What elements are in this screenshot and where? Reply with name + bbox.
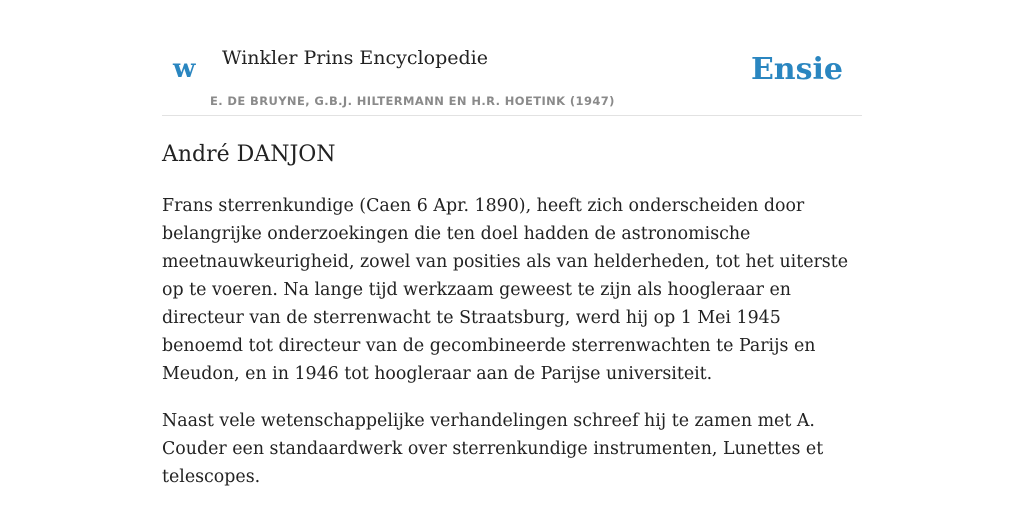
encyclopedia-header	[162, 0, 862, 116]
encyclopedia-title[interactable]: Winkler Prins Encyclopedie	[222, 47, 488, 69]
ensie-logo-link[interactable]: Ensie	[750, 52, 843, 87]
winkler-prins-logo-icon[interactable]: w	[173, 54, 196, 84]
article-paragraph-2: Naast vele wetenschappelijke verhandelingen schreef hij te zamen met A. Couder een standaardwerk over sterrenkundige instrumenten, Lunettes et telescopes.	[162, 411, 824, 487]
encyclopedia-authors: E. DE BRUYNE, G.B.J. HILTERMANN EN H.R. HOETINK (1947)	[210, 94, 615, 108]
article-paragraph-1: Frans sterrenkundige (Caen 6 Apr. 1890), heeft zich onderscheiden door belangrijke onderzoekingen die ten doel hadden de astronomische meetnauwkeurigheid, zowel van posities als van helderheden, tot het uiterste op te voeren. Na lange tijd werkzaam geweest te zijn als hoogleraar en directeur van de sterrenwacht te Straatsburg, werd hij op 1 Mei 1945 benoemd tot directeur van de gecombineerde sterrenwachten te Parijs en Meudon, en in 1946 tot hoogleraar aan de Parijse universiteit.	[162, 196, 849, 384]
article-title: André DANJON	[162, 142, 336, 167]
article-body	[162, 192, 862, 510]
